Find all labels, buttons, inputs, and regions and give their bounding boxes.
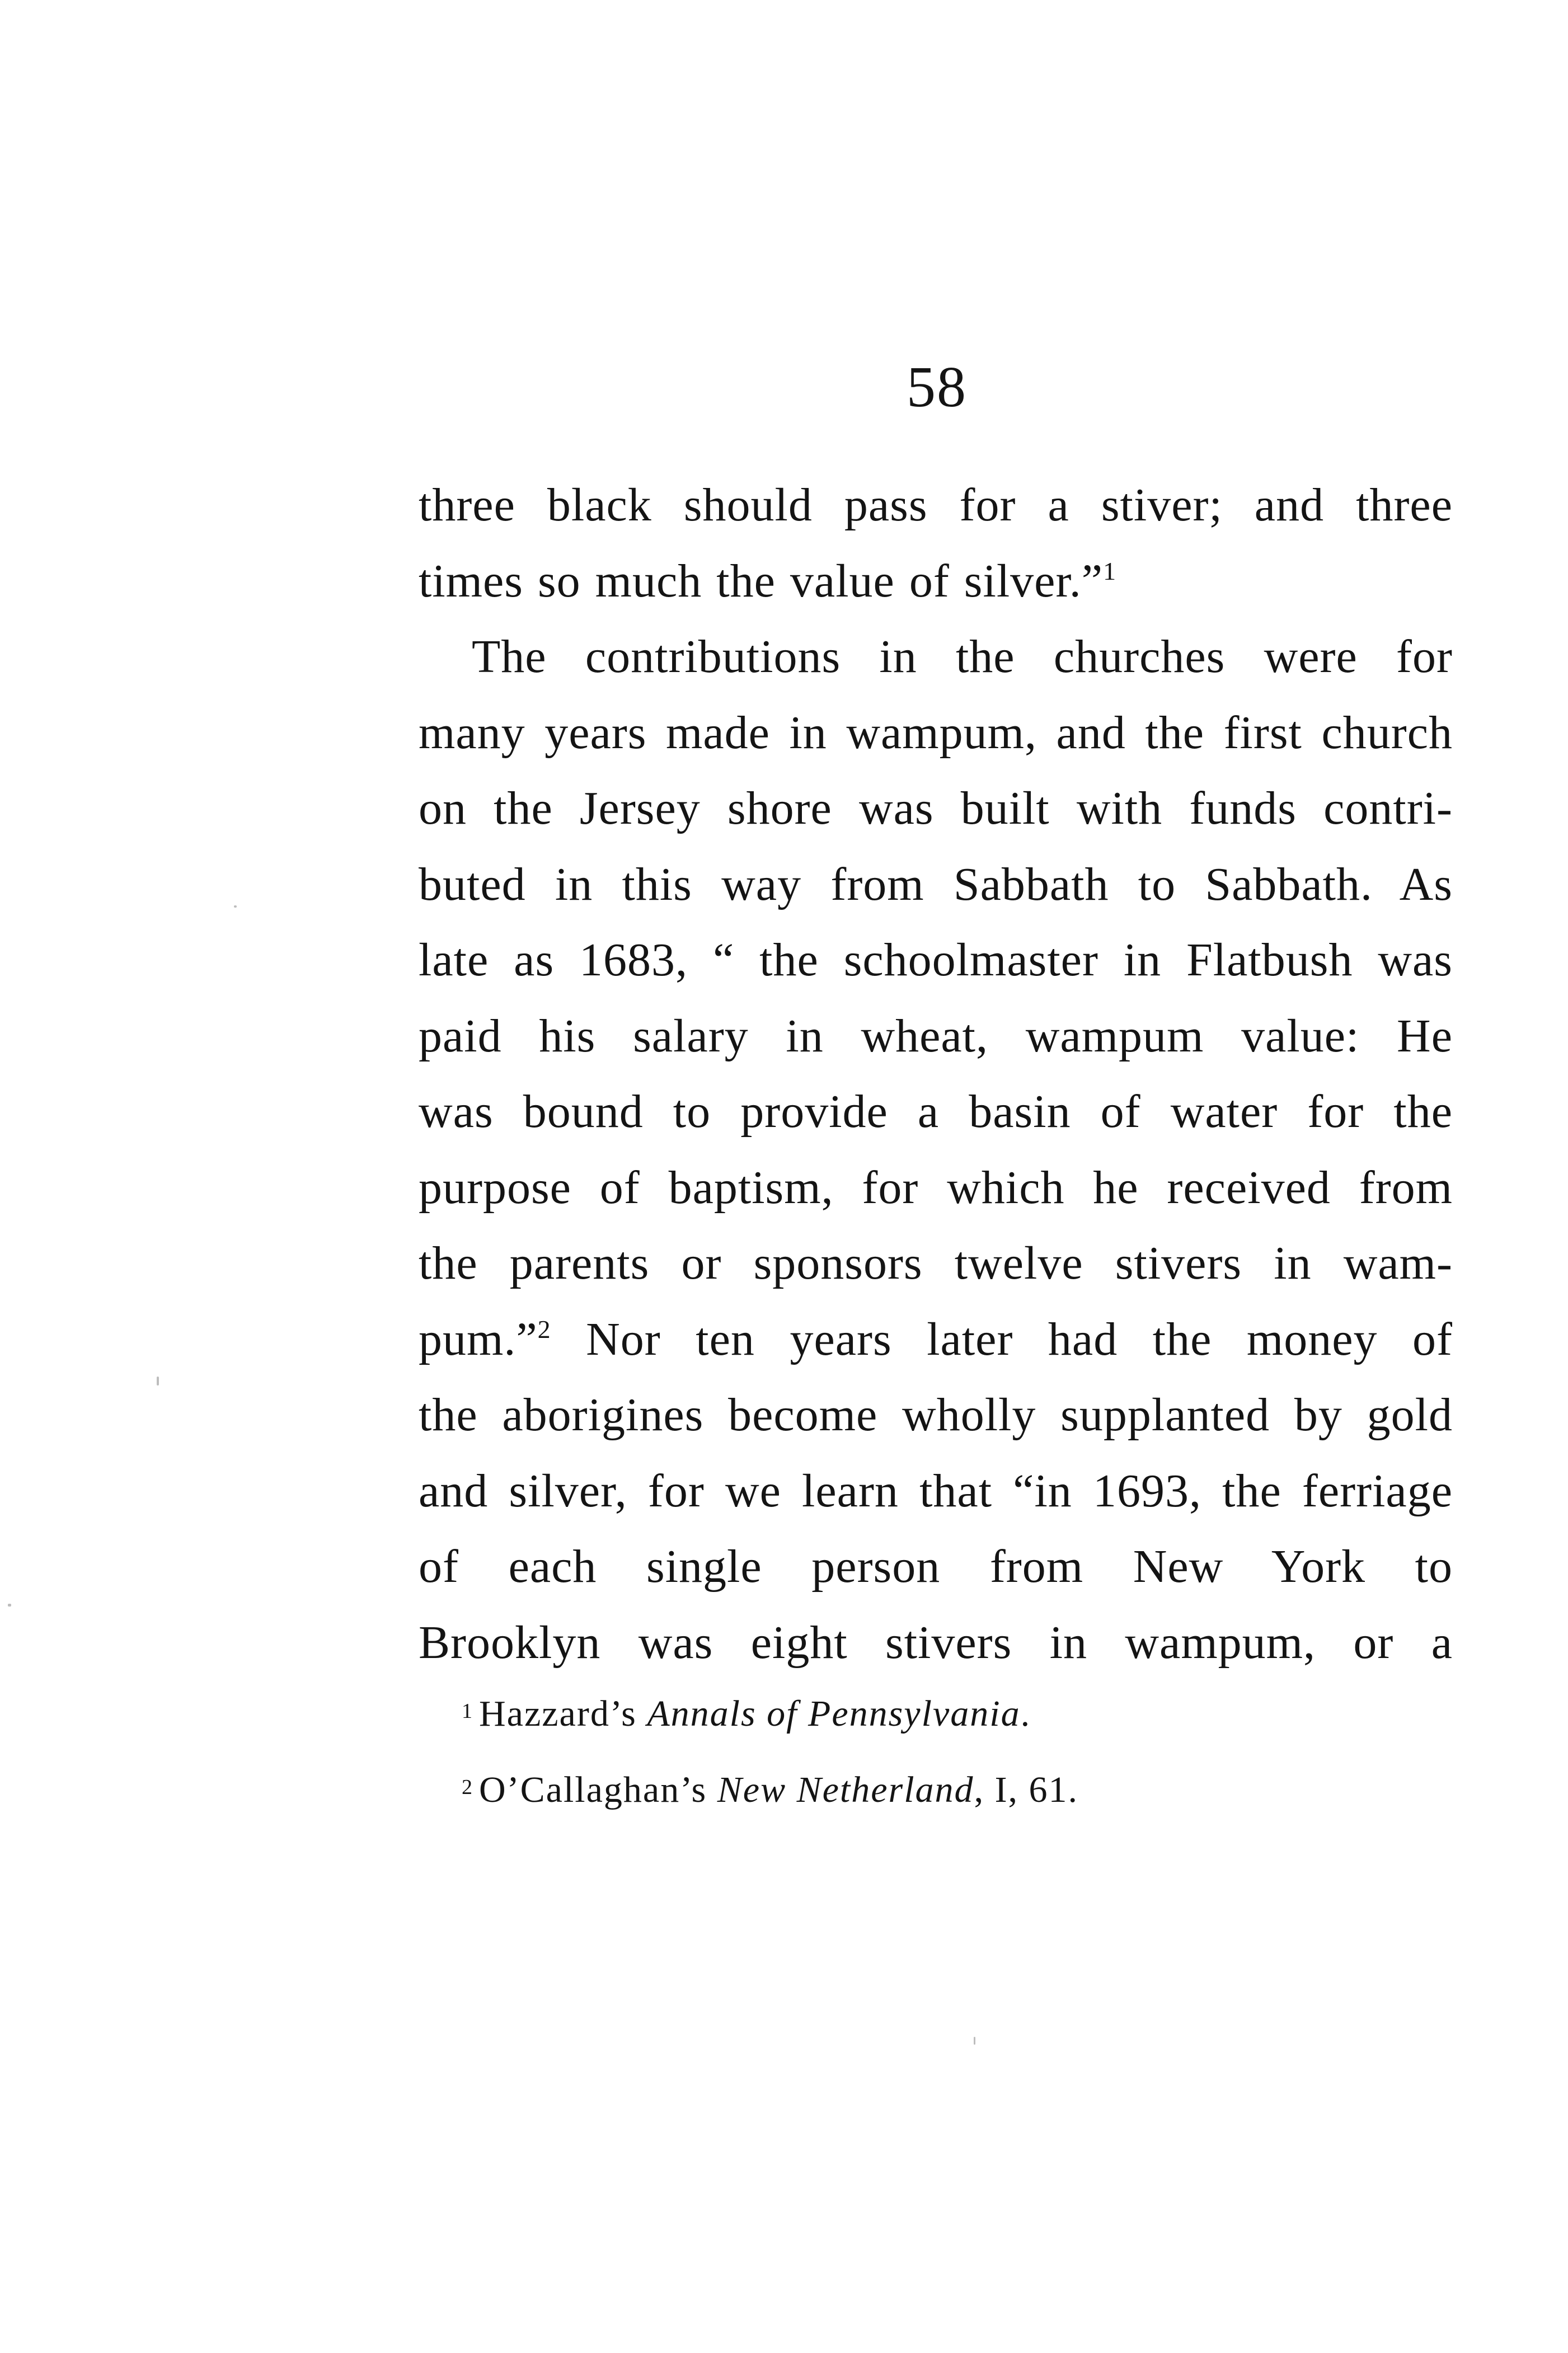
- footnote-mark: 2: [462, 1776, 473, 1799]
- footnote-reference: 1: [1103, 556, 1117, 585]
- text-line: paid his salary in wheat, wampum value: He: [419, 1009, 1453, 1062]
- text-line: three black should pass for a stiver; and three: [419, 479, 1453, 531]
- text-line: times so much the value of silver.”$^1$: [419, 555, 1117, 607]
- text-line: buted in this way from Sabbath to Sabbath. As: [419, 858, 1453, 910]
- footnote-title: New Netherland: [717, 1769, 974, 1810]
- scan-speck: [8, 1604, 11, 1607]
- text-line: on the Jersey shore was built with funds contri-: [419, 782, 1453, 834]
- footnote-mark: 1: [462, 1699, 473, 1723]
- footnotes: [462, 1693, 1189, 1848]
- text-line: was bound to provide a basin of water for the: [419, 1086, 1453, 1138]
- text-line: late as 1683, “ the schoolmaster in Flatbush was: [419, 934, 1453, 986]
- text-line: pum.”$^2$ Nor ten years later had the money of: [419, 1313, 1453, 1365]
- scan-speck: [157, 1377, 159, 1386]
- footnote-title: Annals of Pennsylvania: [647, 1693, 1021, 1734]
- page-number: 58: [907, 355, 967, 419]
- text-line: purpose of baptism, for which he received from: [419, 1161, 1453, 1214]
- footnote: $^1$ Hazzard’s Annals of Pennsylvania.: [462, 1693, 1031, 1734]
- scan-speck: [234, 905, 237, 908]
- text-line: the aborigines become wholly supplanted by gold: [419, 1389, 1453, 1441]
- text-line: The contributions in the churches were for: [472, 631, 1453, 683]
- footnote: $^2$ O’Callaghan’s New Netherland, I, 61.: [462, 1769, 1079, 1810]
- text-line: and silver, for we learn that “in 1693, the ferriage: [419, 1464, 1453, 1517]
- scan-speck: [974, 2037, 975, 2045]
- text-line: of each single person from New York to: [419, 1541, 1453, 1593]
- text-line: many years made in wampum, and the first church: [419, 706, 1453, 759]
- text-line: the parents or sponsors twelve stivers in wam-: [419, 1237, 1453, 1289]
- body-text: [419, 467, 1453, 1680]
- text-line: Brooklyn was eight stivers in wampum, or a: [419, 1616, 1453, 1669]
- footnote-reference: 2: [537, 1314, 551, 1344]
